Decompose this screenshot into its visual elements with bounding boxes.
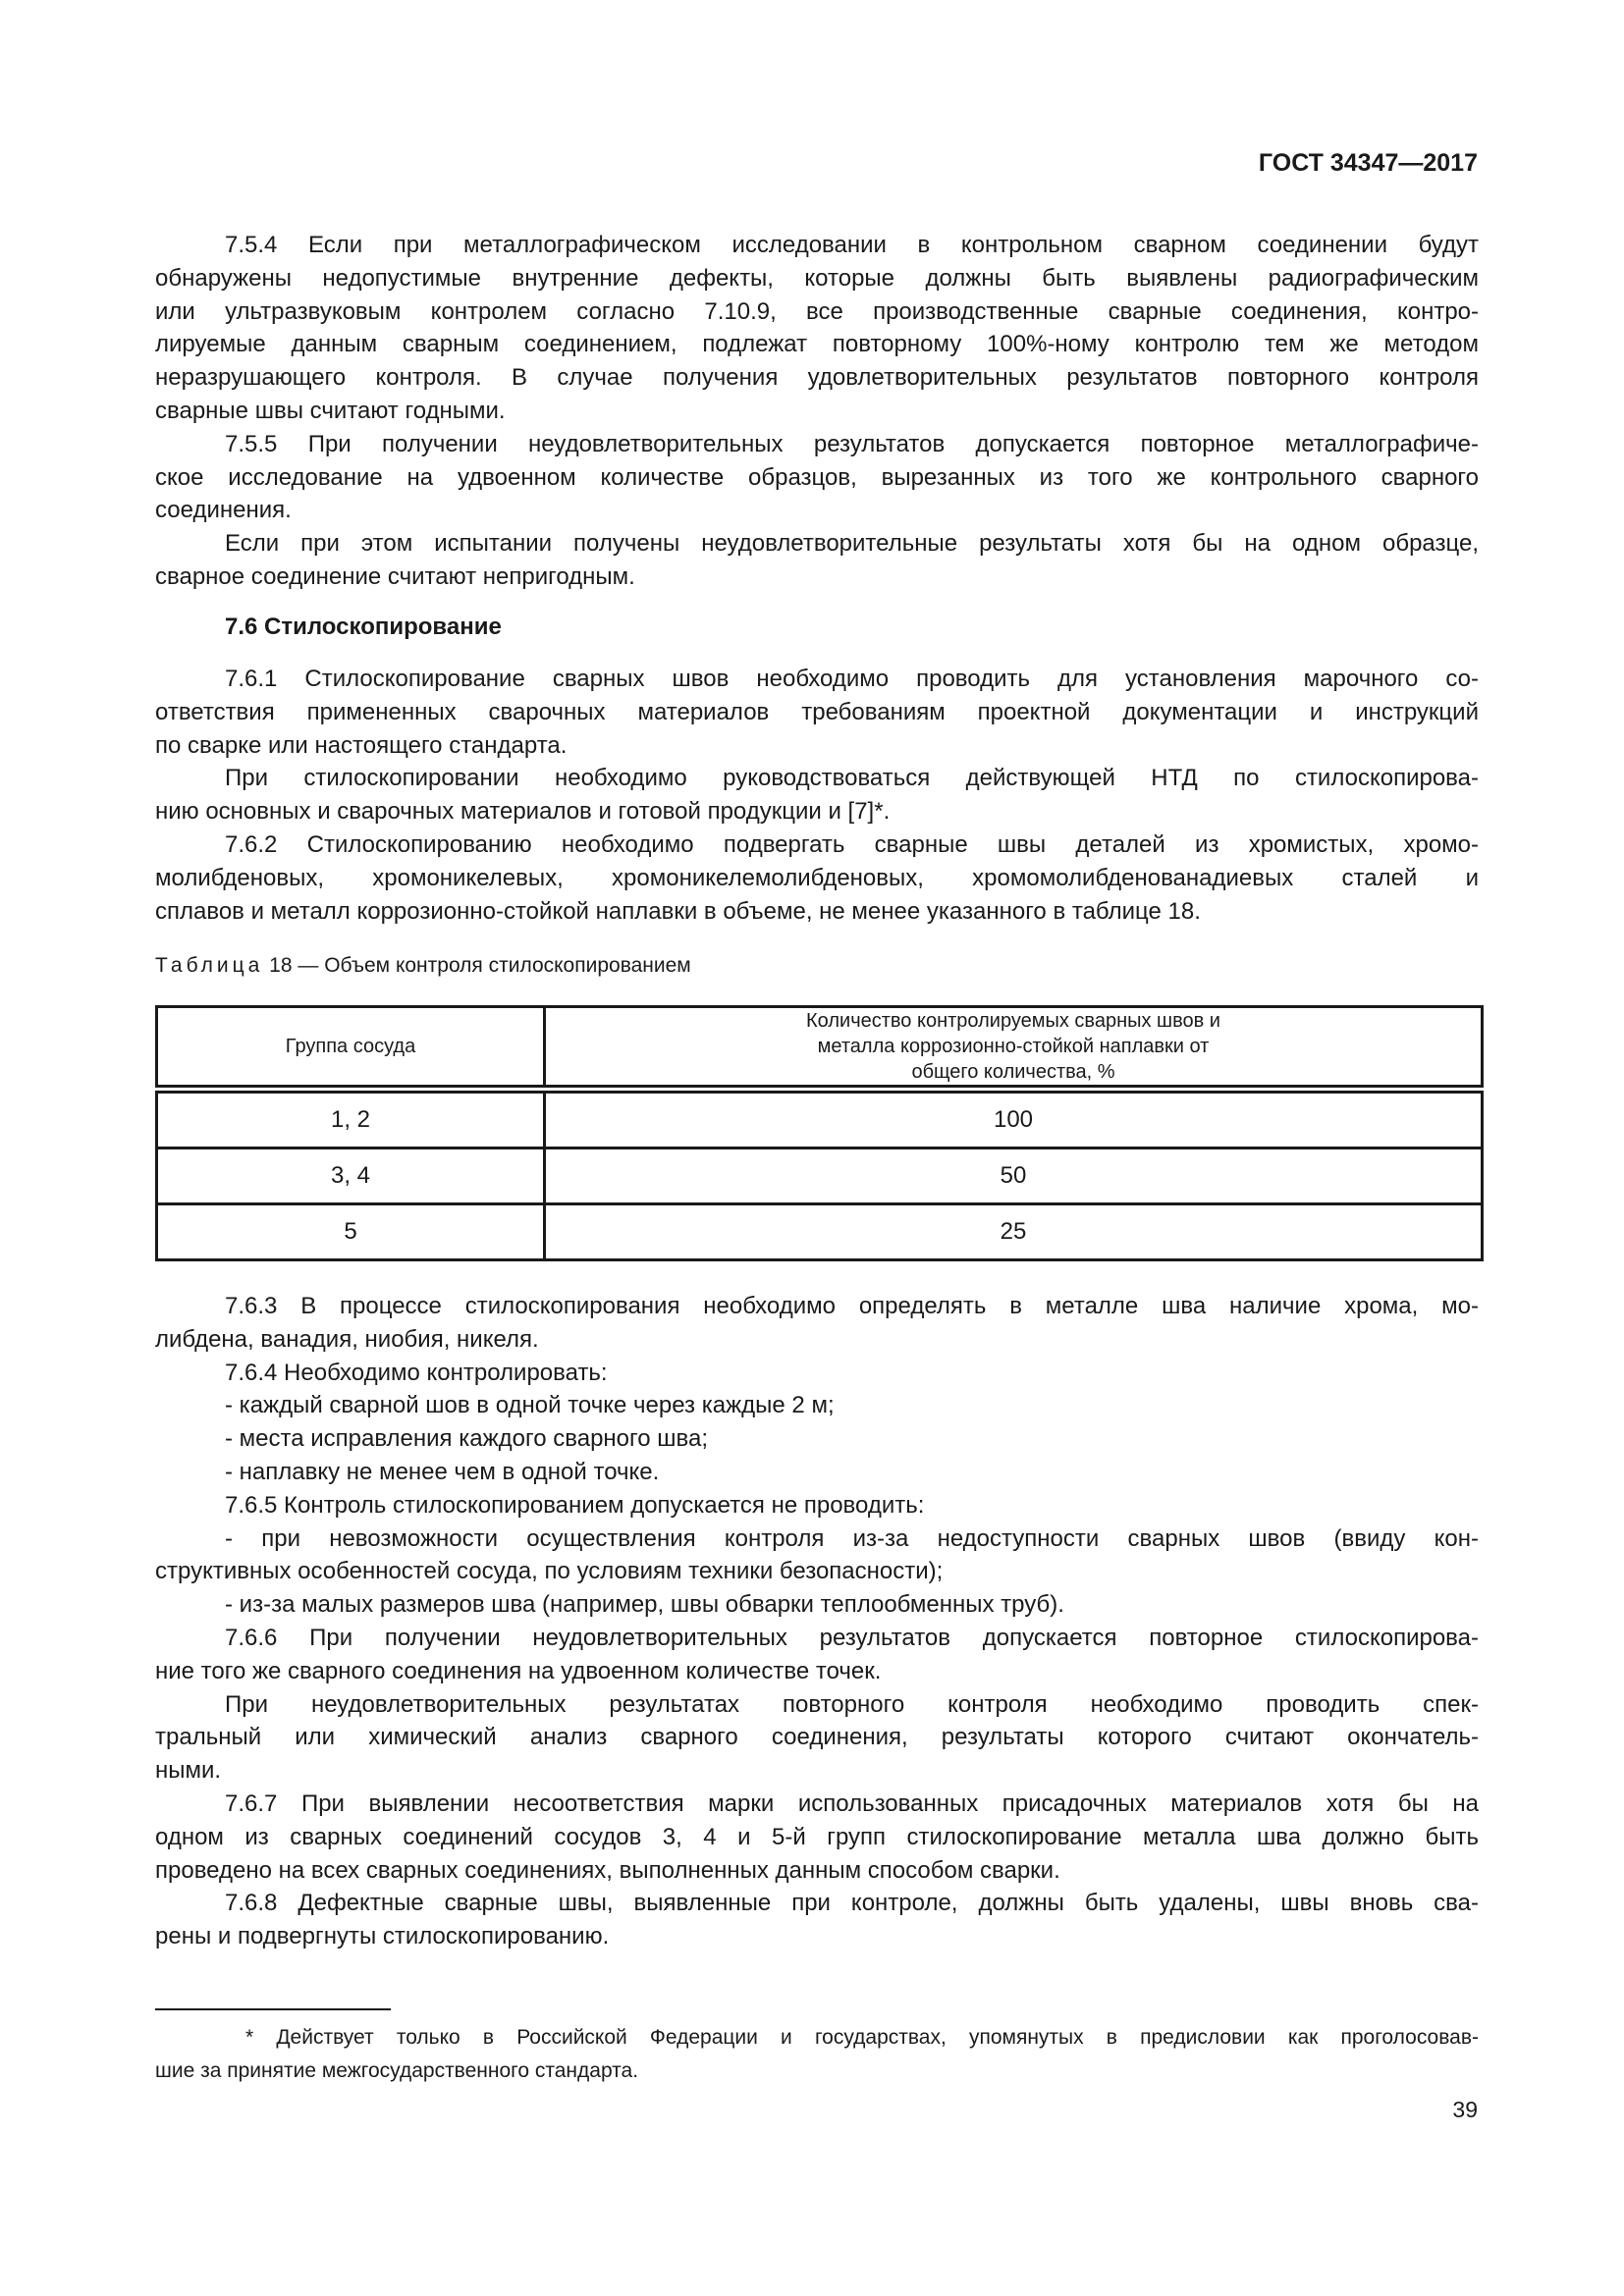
text-block-7-6-3 (155, 1290, 1479, 1953)
table-caption (155, 954, 691, 978)
text-line: - из-за малых размеров шва (например, швы обварки теплообменных труб). (225, 1591, 1064, 1619)
text-line: 7.5.5 При получении неудовлетворительных результатов допускается повторное металлографиче- (225, 430, 1479, 457)
text-block-7-6-1 (155, 663, 1479, 928)
paragraph (155, 1290, 1479, 1357)
text-line: соединения. (155, 497, 292, 524)
paragraph (155, 663, 1479, 762)
text-line: обнаружены недопустимые внутренние дефекты, которые должны быть выявлены радиографическим (155, 264, 1479, 292)
section-heading: 7.6 Стилоскопирование (225, 614, 502, 640)
paragraph (155, 1389, 1479, 1422)
text-line: по сварке или настоящего стандарта. (155, 731, 568, 759)
text-line: 7.6.4 Необходимо контролировать: (225, 1359, 608, 1386)
paragraph (155, 1622, 1479, 1688)
page-number: 39 (1452, 2097, 1478, 2122)
paragraph (155, 527, 1479, 594)
header-cell-group: Группа сосуда (157, 1007, 545, 1090)
text-line: сварные швы считают годными. (155, 397, 506, 424)
paragraph (155, 1357, 1479, 1390)
text-line: Если при этом испытании получены неудовлетворительные результаты хотя бы на одном образце, (225, 530, 1479, 558)
paragraph (155, 1456, 1479, 1489)
table-header-row (157, 1007, 1483, 1090)
data-table (155, 1005, 1484, 1261)
text-line: неразрушающего контроля. В случае получения удовлетворительных результатов повторного контроля (155, 364, 1479, 392)
cell-group: 1, 2 (157, 1090, 545, 1148)
text-line: рены и подвергнуты стилоскопированию. (155, 1923, 610, 1950)
text-line: одном из сварных соединений сосудов 3, 4 и 5-й групп стилоскопирование металла шва должно быть (155, 1823, 1479, 1850)
cell-group: 5 (157, 1204, 545, 1260)
header-cell-quantity-text: Количество контролируемых сварных швов и металла коррозионно-стойкой наплавки от общего количества, % (806, 1010, 1220, 1083)
text-line: - при невозможности осуществления контроля из-за недоступности сварных швов (ввиду кон- (225, 1524, 1479, 1552)
cell-percent: 25 (545, 1204, 1483, 1260)
paragraph (155, 1887, 1479, 1953)
paragraph (155, 828, 1479, 928)
table-caption-label: Таблица (155, 954, 264, 977)
text-line: тральный или химический анализ сварного соединения, результаты которого считают окончатель- (155, 1724, 1479, 1751)
text-block-7-5 (155, 229, 1479, 594)
table-row (157, 1204, 1483, 1260)
header-cell-quantity (545, 1007, 1483, 1090)
text-line: ными. (155, 1757, 222, 1785)
paragraph (155, 1522, 1479, 1589)
text-line: 7.6.8 Дефектные сварные швы, выявленные при контроле, должны быть удалены, швы вновь сва- (225, 1890, 1479, 1917)
text-line: лируемые данным сварным соединением, подлежат повторному 100%-ному контролю тем же методом (155, 331, 1479, 358)
paragraph (155, 428, 1479, 527)
cell-percent: 100 (545, 1090, 1483, 1148)
text-line: структивных особенностей сосуда, по условиям техники безопасности); (155, 1558, 944, 1585)
table-caption-text: 18 — Объем контроля стилоскопированием (263, 954, 691, 977)
text-line: 7.6.2 Стилоскопированию необходимо подвергать сварные швы деталей из хромистых, хромо- (225, 830, 1479, 858)
paragraph (155, 762, 1479, 828)
text-line: ское исследование на удвоенном количестве образцов, вырезанных из того же контрольного сварного (155, 463, 1479, 491)
text-line: - наплавку не менее чем в одной точке. (225, 1458, 660, 1485)
paragraph (155, 1688, 1479, 1788)
text-line: При стилоскопировании необходимо руководствоваться действующей НТД по стилоскопирова- (225, 765, 1479, 792)
text-line: 7.6.3 В процессе стилоскопирования необходимо определять в металле шва наличие хрома, мо- (225, 1293, 1479, 1319)
footnote (155, 2024, 1479, 2091)
text-line: сплавов и металл коррозионно-стойкой наплавки в объеме, не менее указанного в таблице 18. (155, 897, 1201, 925)
text-line: или ультразвуковым контролем согласно 7.10.9, все производственные сварные соединения, контро- (155, 297, 1479, 325)
text-line: проведено на всех сварных соединениях, выполненных данным способом сварки. (155, 1856, 1060, 1884)
text-line: При неудовлетворительных результатах повторного контроля необходимо проводить спек- (225, 1690, 1479, 1718)
text-line: ответствия примененных сварочных материалов требованиям проектной документации и инструкций (155, 698, 1479, 725)
footnote-line: шие за принятие межгосударственного стандарта. (155, 2058, 639, 2082)
footnote-divider (155, 2008, 391, 2010)
text-line: молибденовых, хромоникелевых, хромоникелемолибденовых, хромомолибденованадиевых сталей и (155, 864, 1479, 891)
text-line: 7.6.5 Контроль стилоскопированием допускается не проводить: (225, 1491, 925, 1519)
cell-group: 3, 4 (157, 1148, 545, 1204)
paragraph (155, 1788, 1479, 1887)
text-line: - места исправления каждого сварного шва; (225, 1425, 709, 1453)
paragraph (155, 229, 1479, 428)
text-line: нию основных и сварочных материалов и готовой продукции и [7]*. (155, 798, 891, 826)
text-line: 7.6.1 Стилоскопирование сварных швов необходимо проводить для установления марочного со- (225, 666, 1479, 692)
text-line: сварное соединение считают непригодным. (155, 562, 635, 590)
paragraph (155, 1422, 1479, 1456)
paragraph (155, 1588, 1479, 1622)
paragraph (155, 1489, 1479, 1522)
text-line: 7.5.4 Если при металлографическом исследовании в контрольном сварном соединении будут (225, 232, 1479, 258)
document-code-header: ГОСТ 34347—2017 (1258, 149, 1478, 177)
text-line: 7.6.7 При выявлении несоответствия марки использованных присадочных материалов хотя бы на (225, 1789, 1479, 1817)
text-line: ние того же сварного соединения на удвоенном количестве точек. (155, 1657, 882, 1684)
text-line: либдена, ванадия, ниобия, никеля. (155, 1325, 539, 1353)
text-line: - каждый сварной шов в одной точке через каждые 2 м; (225, 1392, 835, 1419)
table-row (157, 1148, 1483, 1204)
table-row (157, 1090, 1483, 1148)
text-line: 7.6.6 При получении неудовлетворительных результатов допускается повторное стилоскопирова- (225, 1624, 1479, 1651)
cell-percent: 50 (545, 1148, 1483, 1204)
footnote-line: * Действует только в Российской Федерации и государствах, упомянутых в предисловии как проголосовав- (245, 2026, 1479, 2049)
